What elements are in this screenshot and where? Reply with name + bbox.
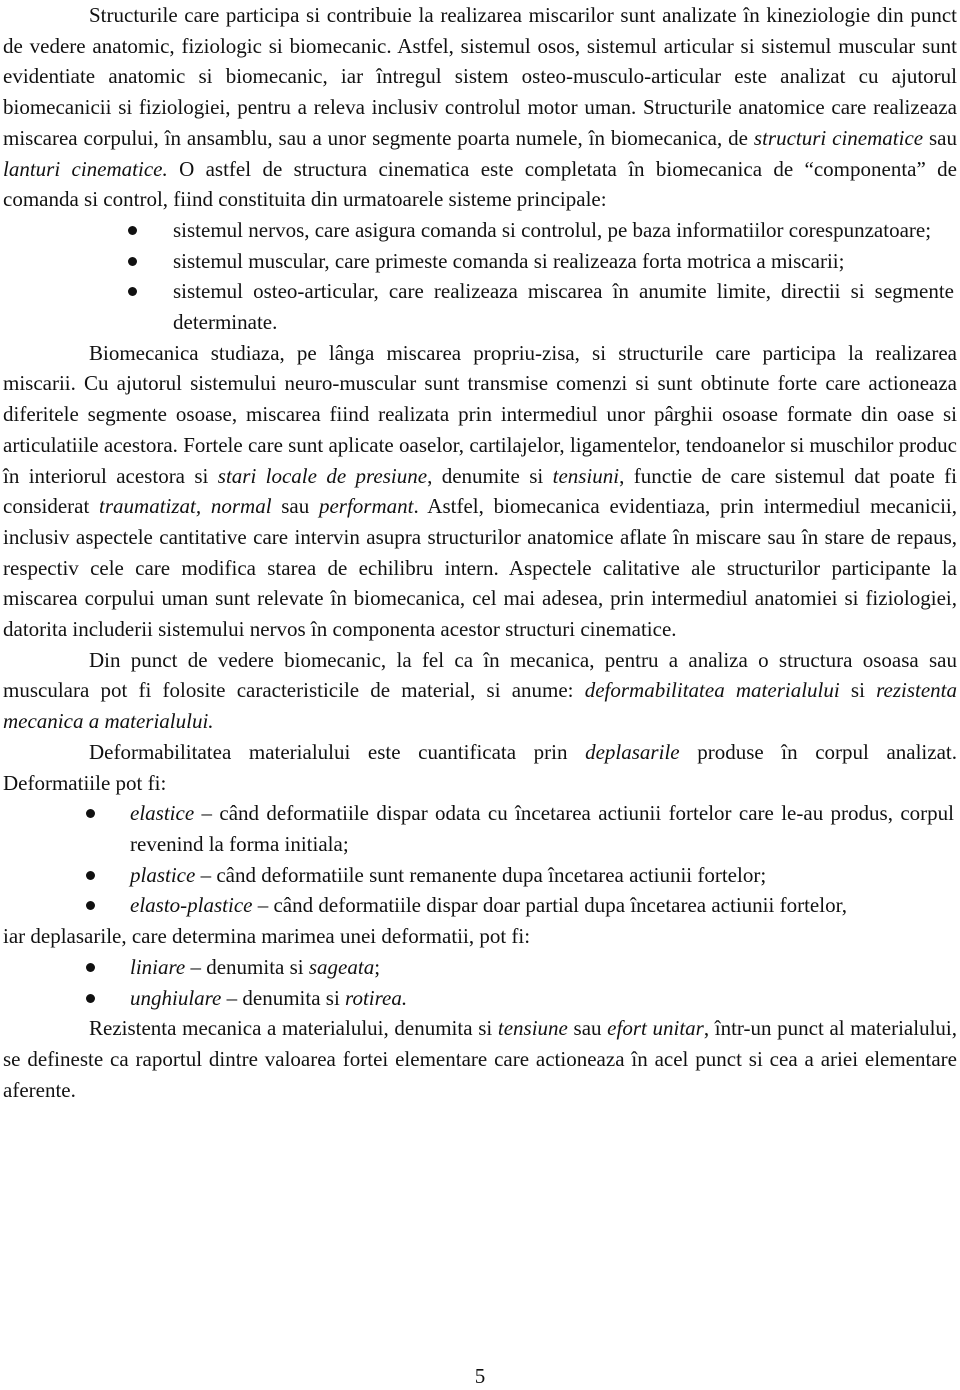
paragraph-structures: Structurile care participa si contribuie la realizarea miscarilor sunt analizate în kineziologie din punct de vedere anatomic, fiziologic si biomecanic. Astfel, sistemul osos, sistemul articular si sistemul muscular sunt evidentiate anatomic si biomecanic, iar întregul sistem osteo-musculo-articular este analizat cu ajutorul biomecanicii si fiziologiei, pentru a releva inclusiv controlul motor uman. Structurile anatomice care realizeaza miscarea corpului, în ansamblu, sau a unor segmente poarta numele, în biomecanica, de structuri cinematice sau lanturi cinematice. O astfel de structura cinematica este completata în biomecanica de “componenta” de comanda si control, fiind constituita din urmatoarele sisteme principale:: [3, 3, 957, 212]
paragraph-deformability: Deformabilitatea materialului este cuantificata prin deplasarile produse în corpul analizat. Deformatiile pot fi:: [3, 739, 957, 795]
list-item: elasto-plastice – când deformatiile dispar doar partial dupa încetarea actiunii fortelor,: [0, 890, 960, 921]
term-structuri-cinematice: structuri cinematice: [753, 125, 924, 150]
bullet-icon: [86, 809, 95, 818]
list-item: liniare – denumita si sageata;: [0, 952, 960, 983]
bullet-icon: [86, 963, 95, 972]
term-lanturi-cinematice: lanturi cinematice.: [3, 156, 168, 181]
displacements-list: [0, 952, 960, 1013]
page-number: 5: [474, 1364, 486, 1388]
bullet-icon: [128, 257, 137, 266]
list-item: sistemul osteo-articular, care realizeaza miscarea în anumite limite, directii si segmente determinate.: [0, 276, 960, 337]
list-item: elastice – când deformatiile dispar odata cu încetarea actiunii fortelor care le-au produs, corpul revenind la forma initiala;: [0, 798, 960, 859]
list-item: plastice – când deformatiile sunt remanente dupa încetarea actiunii fortelor;: [0, 860, 960, 891]
bullet-icon: [86, 871, 95, 880]
paragraph-resistance: Rezistenta mecanica a materialului, denumita si tensiune sau efort unitar, într-un punct al materialului, se defineste ca raportul dintre valoarea fortei elementare care actioneaza în acel punct si cea a ariei elementare aferente.: [3, 1016, 957, 1102]
bullet-icon: [128, 226, 137, 235]
systems-list: [0, 215, 960, 338]
list-item: sistemul nervos, care asigura comanda si controlul, pe baza informatiilor corespunzatoare;: [0, 215, 960, 246]
bullet-icon: [86, 901, 95, 910]
deformations-list: [0, 798, 960, 921]
paragraph-biomechanics: Biomecanica studiaza, pe lânga miscarea propriu-zisa, si structurile care participa la realizarea miscarii. Cu ajutorul sistemului neuro-muscular sunt transmise comenzi si sunt obtinute forte care actioneaza diferitele segmente osoase, miscarea fiind realizata prin intermediul unor pârghii osoase formate din oase si articulatiile acestora. Fortele care sunt aplicate oaselor, cartilajelor, ligamentelor, tendoanelor si muschilor produc în interiorul acestora si stari locale de presiune, denumite si tensiuni, functie de care sistemul dat poate fi considerat traumatizat, normal sau performant. Astfel, biomecanica evidentiaza, prin intermediul mecanicii, inclusiv aspectele cantitative care intervin asupra structurilor anatomice aflate în miscare sau în stare de repaus, respectiv cele care modifica starea de echilibru intern. Aspectele calitative ale structurilor participante la miscarea corpului uman sunt relevate în biomecanica, cel mai adesea, prin intermediul anatomiei si fiziologiei, datorita includerii sistemului nervos în componenta acestor structuri cinematice.: [3, 340, 958, 642]
bullet-icon: [86, 994, 95, 1003]
paragraph-material: Din punct de vedere biomecanic, la fel ca în mecanica, pentru a analiza o structura osoasa sau musculara pot fi folosite caracteristicile de material, si anume: deformabilitatea materialului si rezistenta mecanica a materialului.: [3, 647, 958, 734]
displacements-intro: iar deplasarile, care determina marimea unei deformatii, pot fi:: [3, 924, 531, 949]
list-item: sistemul muscular, care primeste comanda si realizeaza forta motrica a miscarii;: [0, 246, 960, 277]
bullet-icon: [128, 287, 137, 296]
list-item: unghiulare – denumita si rotirea.: [0, 983, 960, 1014]
